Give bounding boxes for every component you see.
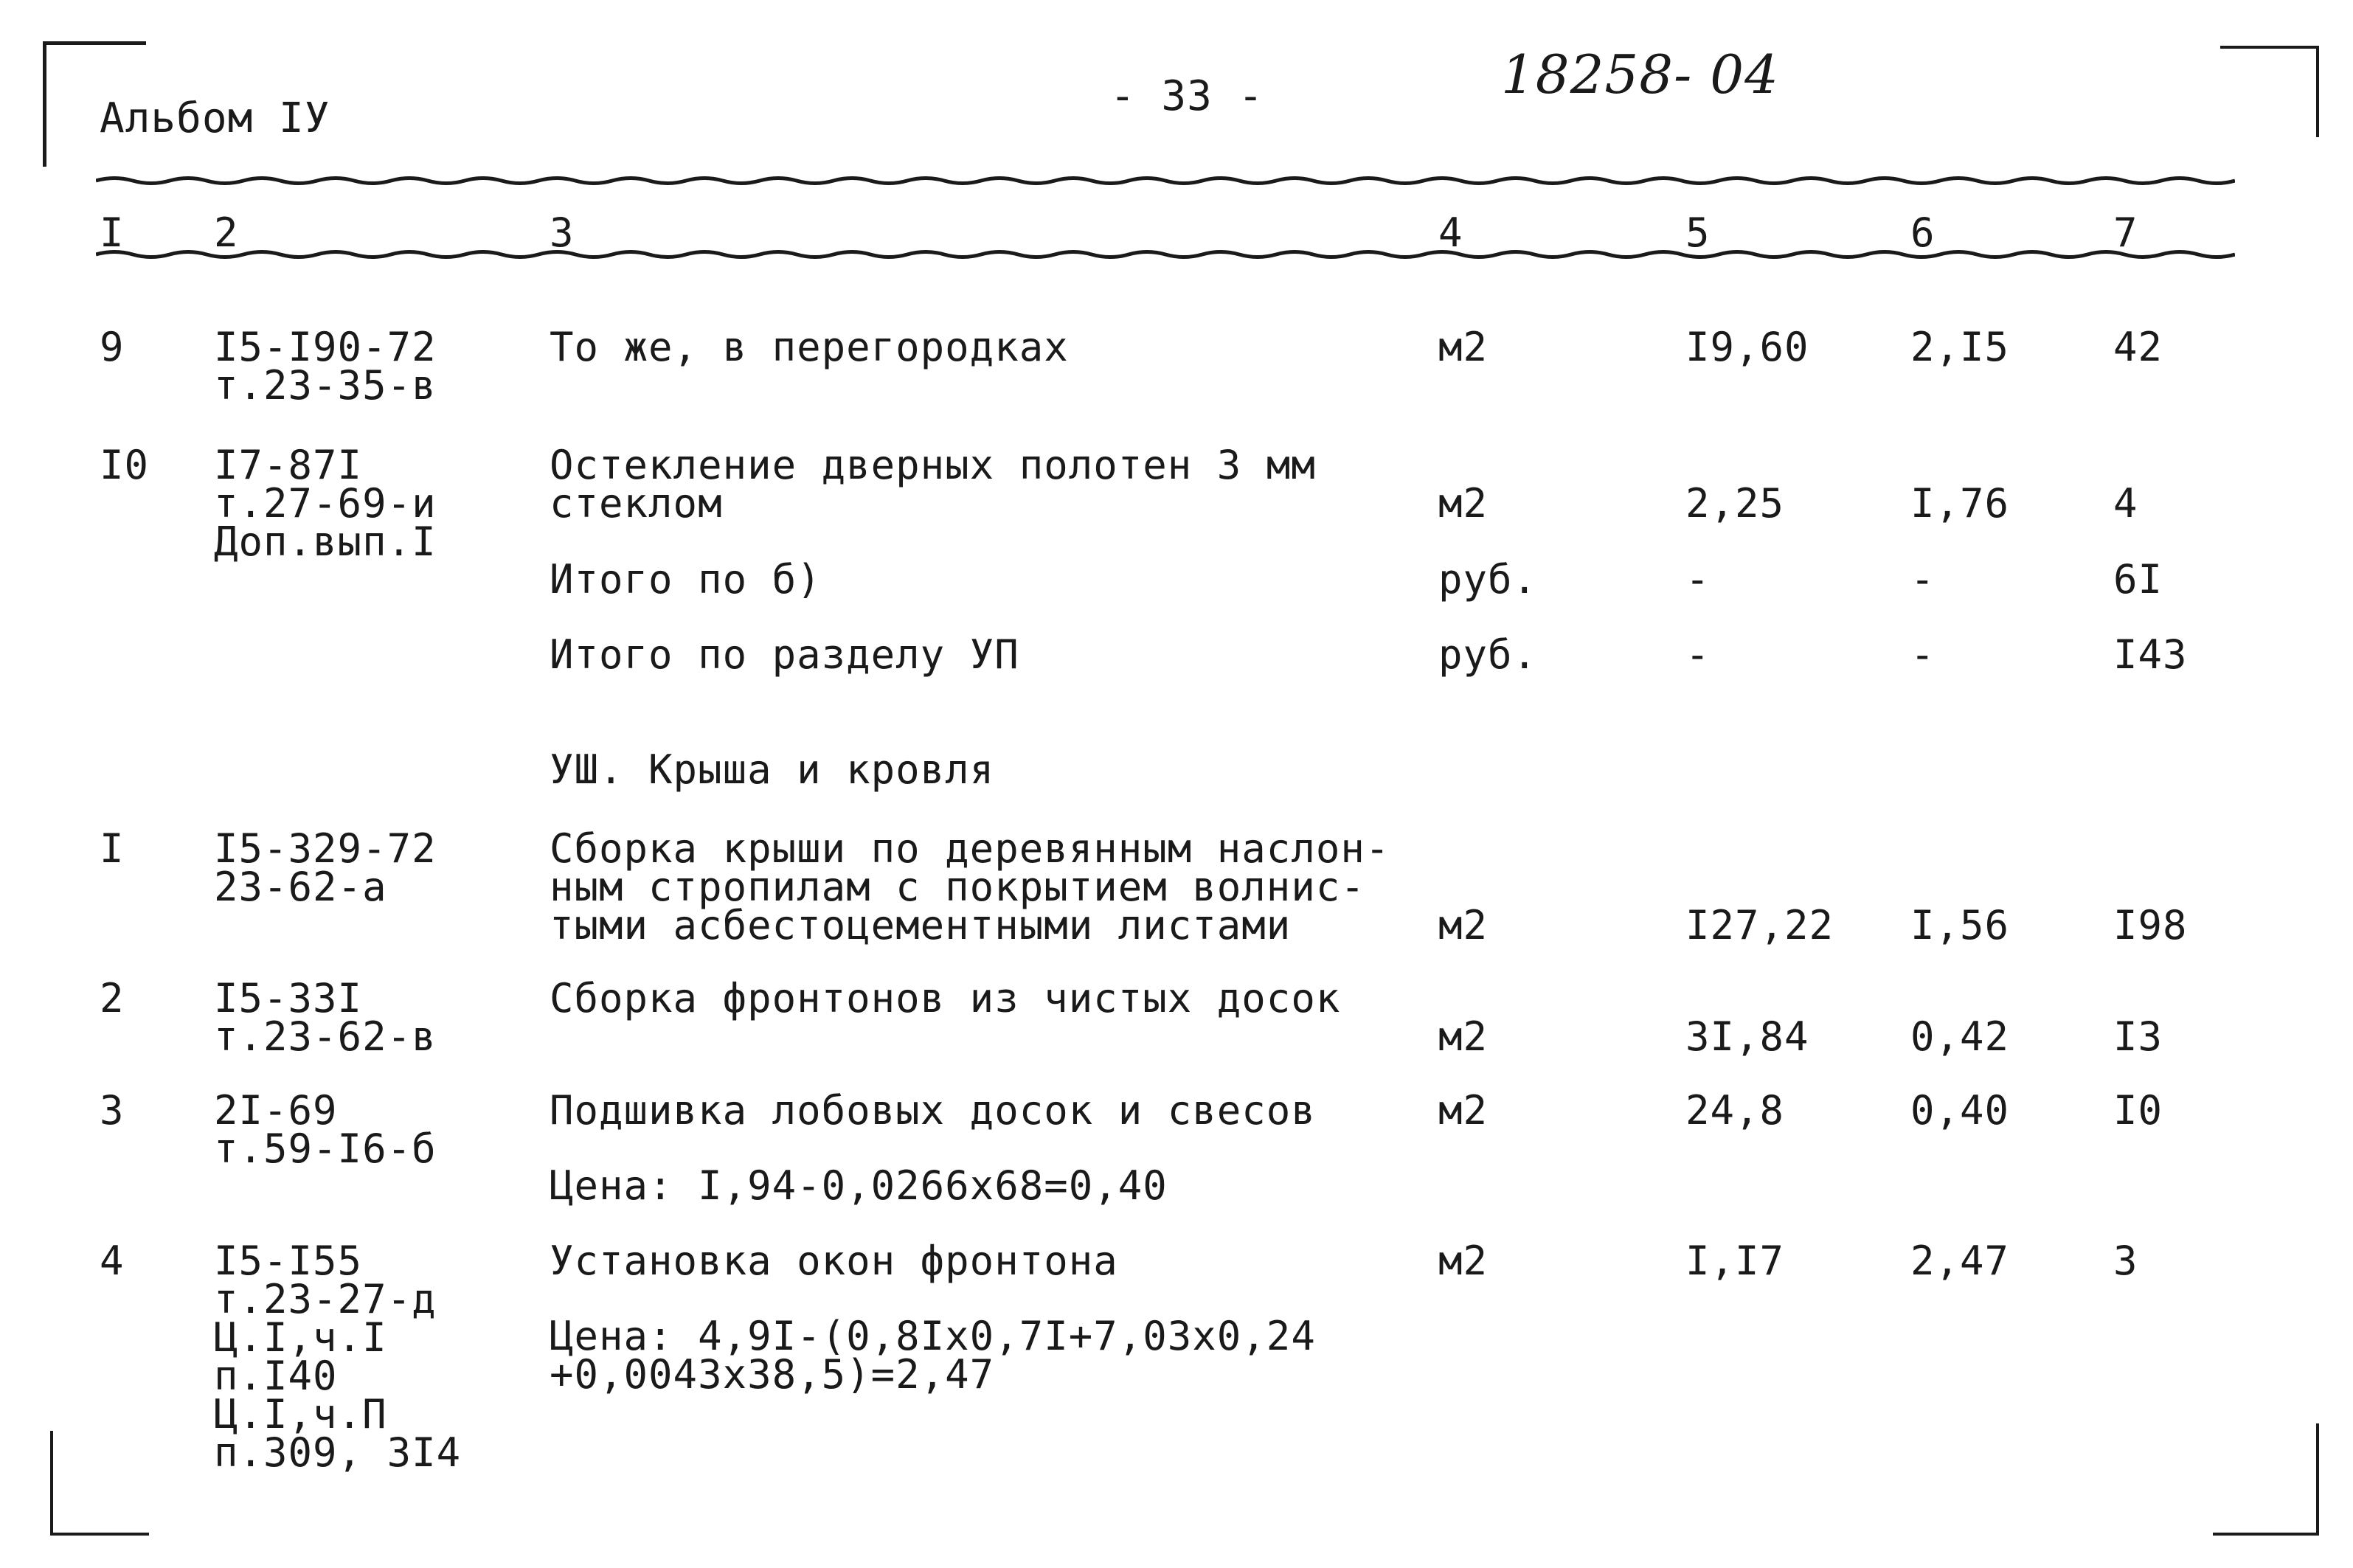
column-header-2: 2 [214, 209, 239, 256]
page-number: - 33 - [1110, 72, 1264, 120]
norm-code: 23-62-а [214, 864, 387, 910]
header-rule-top [96, 174, 2235, 187]
unit-price: 2,I5 [1910, 324, 2010, 370]
price-calculation: Цена: I,94-0,0266х68=0,40 [550, 1162, 1168, 1209]
unit-price: 2,47 [1910, 1238, 2010, 1284]
norm-code: т.59-I6-б [214, 1125, 437, 1172]
quantity: - [1685, 556, 1711, 603]
subtotal-value: 6I [2113, 556, 2163, 603]
work-description: Установка окон фронтона [550, 1238, 1118, 1284]
total-cost: I3 [2113, 1013, 2163, 1060]
quantity: I9,60 [1685, 324, 1809, 370]
quantity: 2,25 [1685, 480, 1785, 527]
quantity: - [1685, 631, 1711, 678]
row-number: I [100, 825, 125, 872]
section-heading: УШ. Крыша и кровля [550, 746, 995, 793]
work-description: тыми асбестоцементными листами [550, 902, 1292, 948]
unit-price: I,76 [1910, 480, 2010, 527]
unit: м2 [1438, 1238, 1489, 1284]
quantity: I27,22 [1685, 902, 1834, 948]
column-header-3: 3 [550, 209, 575, 256]
column-header-1: I [100, 209, 125, 256]
column-header-4: 4 [1438, 209, 1463, 256]
work-description: стеклом [550, 480, 723, 527]
unit-price: 0,40 [1910, 1087, 2010, 1134]
norm-code: т.23-35-в [214, 362, 437, 409]
total-cost: 4 [2113, 480, 2138, 527]
column-header-5: 5 [1685, 209, 1711, 256]
total-cost: I0 [2113, 1087, 2163, 1134]
work-description: Сборка фронтонов из чистых досок [550, 975, 1341, 1021]
total-cost: 3 [2113, 1238, 2138, 1284]
unit-price: 0,42 [1910, 1013, 2010, 1060]
norm-code: 2I-69 [214, 1087, 338, 1134]
row-number: 2 [100, 975, 125, 1021]
norm-code: I5-I90-72 [214, 324, 437, 370]
norm-code: Ц.I,ч.I [214, 1314, 387, 1361]
norm-code: I5-33I [214, 975, 363, 1021]
work-description: Остекление дверных полотен 3 мм [550, 442, 1316, 488]
row-number: 9 [100, 324, 125, 370]
quantity: 3I,84 [1685, 1013, 1809, 1060]
column-header-7: 7 [2113, 209, 2138, 256]
unit: руб. [1438, 631, 1538, 678]
norm-code: I7-87I [214, 442, 363, 488]
norm-code: Ц.I,ч.П [214, 1391, 387, 1437]
quantity: I,I7 [1685, 1238, 1785, 1284]
total-cost: 42 [2113, 324, 2163, 370]
unit-price: - [1910, 631, 1936, 678]
row-number: 3 [100, 1087, 125, 1134]
unit-price: I,56 [1910, 902, 2010, 948]
corner-mark-bottom-left [50, 1431, 149, 1536]
norm-code: т.27-69-и [214, 480, 437, 527]
column-header-6: 6 [1910, 209, 1936, 256]
norm-code: Доп.вып.I [214, 518, 437, 565]
section-total-label: Итого по разделу УП [550, 631, 1019, 678]
norm-code: п.309, 3I4 [214, 1429, 462, 1476]
row-number: 4 [100, 1238, 125, 1284]
norm-code: т.23-27-д [214, 1276, 437, 1322]
work-description: ным стропилам с покрытием волнис- [550, 864, 1365, 910]
price-calculation: +0,0043х38,5)=2,47 [550, 1351, 995, 1398]
quantity: 24,8 [1685, 1087, 1785, 1134]
section-total-value: I43 [2113, 631, 2188, 678]
unit: м2 [1438, 324, 1489, 370]
norm-code: I5-329-72 [214, 825, 437, 872]
price-calculation: Цена: 4,9I-(0,8Iх0,7I+7,03х0,24 [550, 1313, 1316, 1359]
total-cost: I98 [2113, 902, 2188, 948]
norm-code: п.I40 [214, 1353, 338, 1399]
unit: м2 [1438, 1087, 1489, 1134]
corner-mark-top-right [2220, 46, 2319, 137]
corner-mark-bottom-right [2213, 1423, 2319, 1536]
document-code: 18258- 04 [1501, 44, 1779, 105]
work-description: Подшивка лобовых досок и свесов [550, 1087, 1316, 1134]
unit-price: - [1910, 556, 1936, 603]
unit: м2 [1438, 480, 1489, 527]
row-number: I0 [100, 442, 150, 488]
subtotal-label: Итого по б) [550, 556, 822, 603]
album-label: Альбом IУ [100, 94, 330, 142]
work-description: Сборка крыши по деревянным наслон- [550, 825, 1390, 872]
unit: руб. [1438, 556, 1538, 603]
work-description: То же, в перегородках [550, 324, 1069, 370]
norm-code: I5-I55 [214, 1238, 363, 1284]
unit: м2 [1438, 902, 1489, 948]
norm-code: т.23-62-в [214, 1013, 437, 1060]
unit: м2 [1438, 1013, 1489, 1060]
